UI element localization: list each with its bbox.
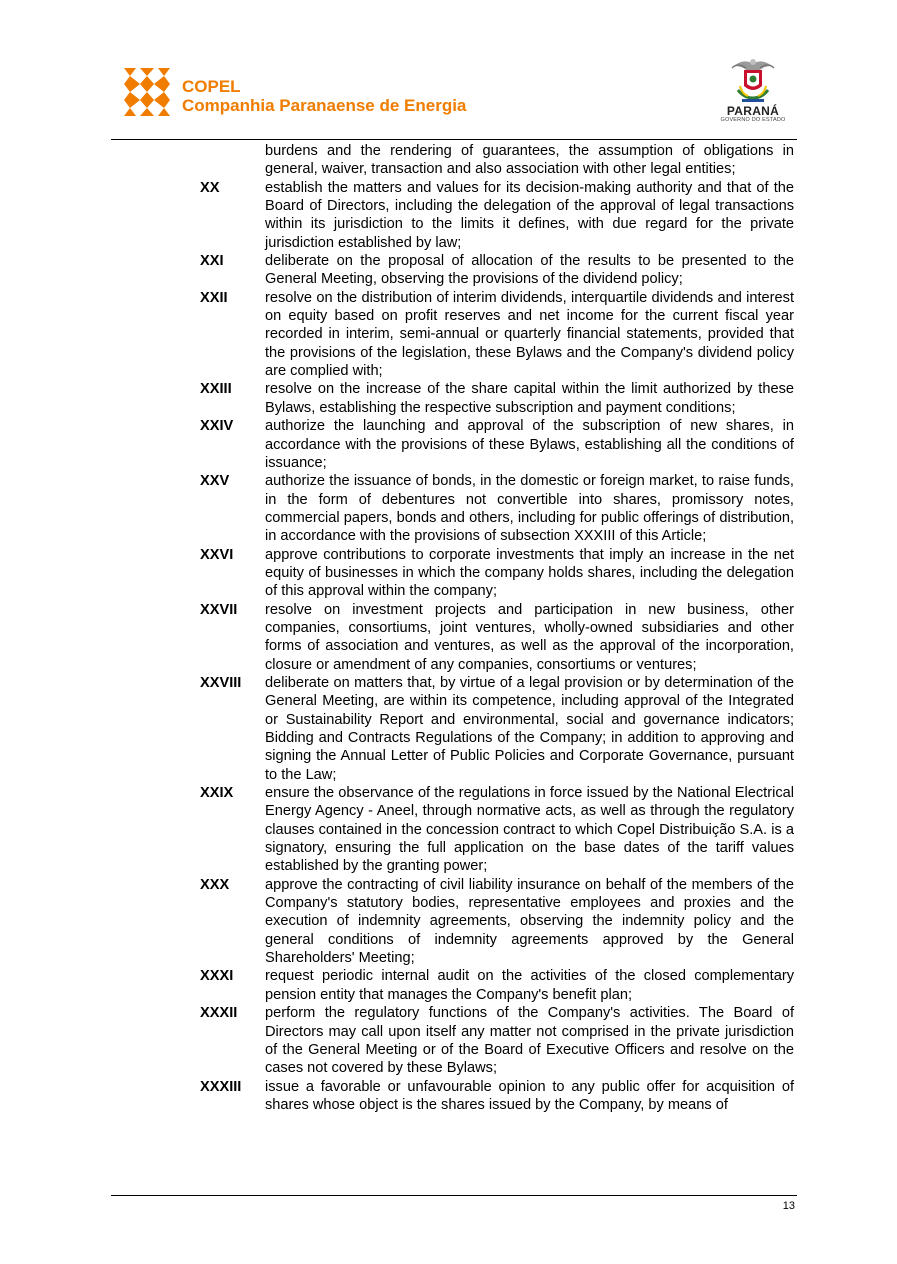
- item-text: request periodic internal audit on the activities of the closed complementary pension entity that manages the Company's benefit plan;: [265, 968, 794, 1003]
- item-number: XXX: [200, 876, 230, 893]
- item-text: resolve on investment projects and participation in new business, other companies, consortiums, joint ventures, wholly-owned subsidiaries and other forms of association and ventures, as well as the approval of the incorporation, closure or amendment of any companies, consortiums or ventures;: [265, 601, 794, 673]
- item-text: ensure the observance of the regulations in force issued by the National Electrical Energy Agency - Aneel, through normative acts, as well as through the regulatory clauses contained in the concession contract to which Copel Distribuição S.A. is a signatory, ensuring the full application on the base dates of the tariff values established by the granting power;: [265, 785, 794, 875]
- list-item: [200, 1078, 794, 1115]
- item-number: XXXII: [200, 1005, 238, 1022]
- list-item: [200, 289, 794, 381]
- company-short-name: COPEL: [182, 77, 241, 96]
- list-item: [200, 179, 794, 252]
- item-number: XXIV: [200, 418, 234, 435]
- item-number: XXII: [200, 289, 228, 306]
- list-item: [200, 380, 794, 417]
- list-item: [200, 472, 794, 545]
- item-number: XXVII: [200, 601, 238, 618]
- list-item: [200, 876, 794, 968]
- list-item: [200, 417, 794, 472]
- parana-coat-of-arms-icon: [730, 56, 776, 104]
- item-text: deliberate on the proposal of allocation of the results to be presented to the General Meeting, observing the provisions of the dividend policy;: [265, 253, 794, 288]
- footer-divider: [111, 1195, 797, 1196]
- list-item: [200, 784, 794, 876]
- document-body: [200, 142, 794, 1114]
- item-number: XXIX: [200, 785, 234, 802]
- item-text: authorize the issuance of bonds, in the domestic or foreign market, to raise funds, in the form of debentures not convertible into shares, promissory notes, commercial papers, bonds and others, including for public offerings of distribution, in accordance with the provisions of subsection XXXIII of this Article;: [265, 473, 794, 545]
- list-item: [200, 674, 794, 784]
- state-subtitle: GOVERNO DO ESTADO: [720, 117, 786, 123]
- item-text: issue a favorable or unfavourable opinion to any public offer for acquisition of shares whose object is the shares issued by the Company, by means of: [265, 1078, 794, 1113]
- item-text: resolve on the distribution of interim dividends, interquartile dividends and interest on equity based on profit reserves and net income for the current fiscal year recorded in interim, semi-annual or quarterly financial statements, provided that the provisions of the legislation, these Bylaws and the Company's dividend policy are complied with;: [265, 289, 794, 380]
- item-number: XXXI: [200, 968, 234, 985]
- company-name: [182, 77, 466, 115]
- list-item: [200, 546, 794, 601]
- copel-logo-icon: [122, 68, 172, 116]
- list-item: [200, 967, 794, 1004]
- item-number: XXVI: [200, 546, 234, 563]
- item-text: perform the regulatory functions of the Company's activities. The Board of Directors may call upon itself any matter not comprised in the private jurisdiction of the General Meeting or of the Board of Executive Officers and resolve on the cases not covered by these Bylaws;: [265, 1005, 794, 1077]
- list-item: [200, 601, 794, 674]
- continuation-text: burdens and the rendering of guarantees, the assumption of obligations in general, waiver, transaction and also association with other legal entities;: [265, 143, 794, 178]
- page-header: [0, 0, 897, 140]
- page-number: 13: [782, 1200, 795, 1212]
- item-text: establish the matters and values for its decision-making authority and that of the Board of Directors, including the delegation of the approval of legal transactions within its jurisdiction to the limits it defines, with due regard for the private jurisdiction established by law;: [265, 179, 794, 251]
- item-text: authorize the launching and approval of the subscription of new shares, in accordance with the provisions of these Bylaws, establishing all the conditions of issuance;: [265, 418, 794, 471]
- header-divider: [111, 139, 797, 140]
- item-text: deliberate on matters that, by virtue of a legal provision or by determination of the General Meeting, are within its competence, including approval of the Integrated or Sustainability Report and environmental, social and governance indicators; Bidding and Contracts Regulations of the Company; in addition to approving and signing the Annual Letter of Public Policies and Corporate Governance, pursuant to the Law;: [265, 674, 794, 783]
- item-number: XXV: [200, 473, 230, 490]
- item-number: XXVIII: [200, 674, 242, 691]
- continuation-paragraph: [200, 142, 794, 179]
- item-number: XXI: [200, 253, 224, 270]
- company-full-name: Companhia Paranaense de Energia: [182, 96, 467, 115]
- item-text: resolve on the increase of the share capital within the limit authorized by these Bylaws, establishing the respective subscription and payment conditions;: [265, 381, 794, 416]
- item-text: approve contributions to corporate investments that imply an increase in the net equity of businesses in which the company holds shares, including the delegation of this approval within the company;: [265, 546, 794, 600]
- state-logo: [718, 56, 788, 132]
- item-number: XXIII: [200, 381, 232, 398]
- item-number: XX: [200, 179, 220, 196]
- item-number: XXXIII: [200, 1078, 242, 1095]
- state-name: PARANÁ: [726, 104, 780, 118]
- list-item: [200, 1004, 794, 1077]
- item-text: approve the contracting of civil liability insurance on behalf of the members of the Company's statutory bodies, representative employees and proxies and the execution of indemnity agreements, observing the indemnity policy and the general conditions of indemnity agreements approved by the General Shareholders' Meeting;: [265, 876, 794, 967]
- list-item: [200, 252, 794, 289]
